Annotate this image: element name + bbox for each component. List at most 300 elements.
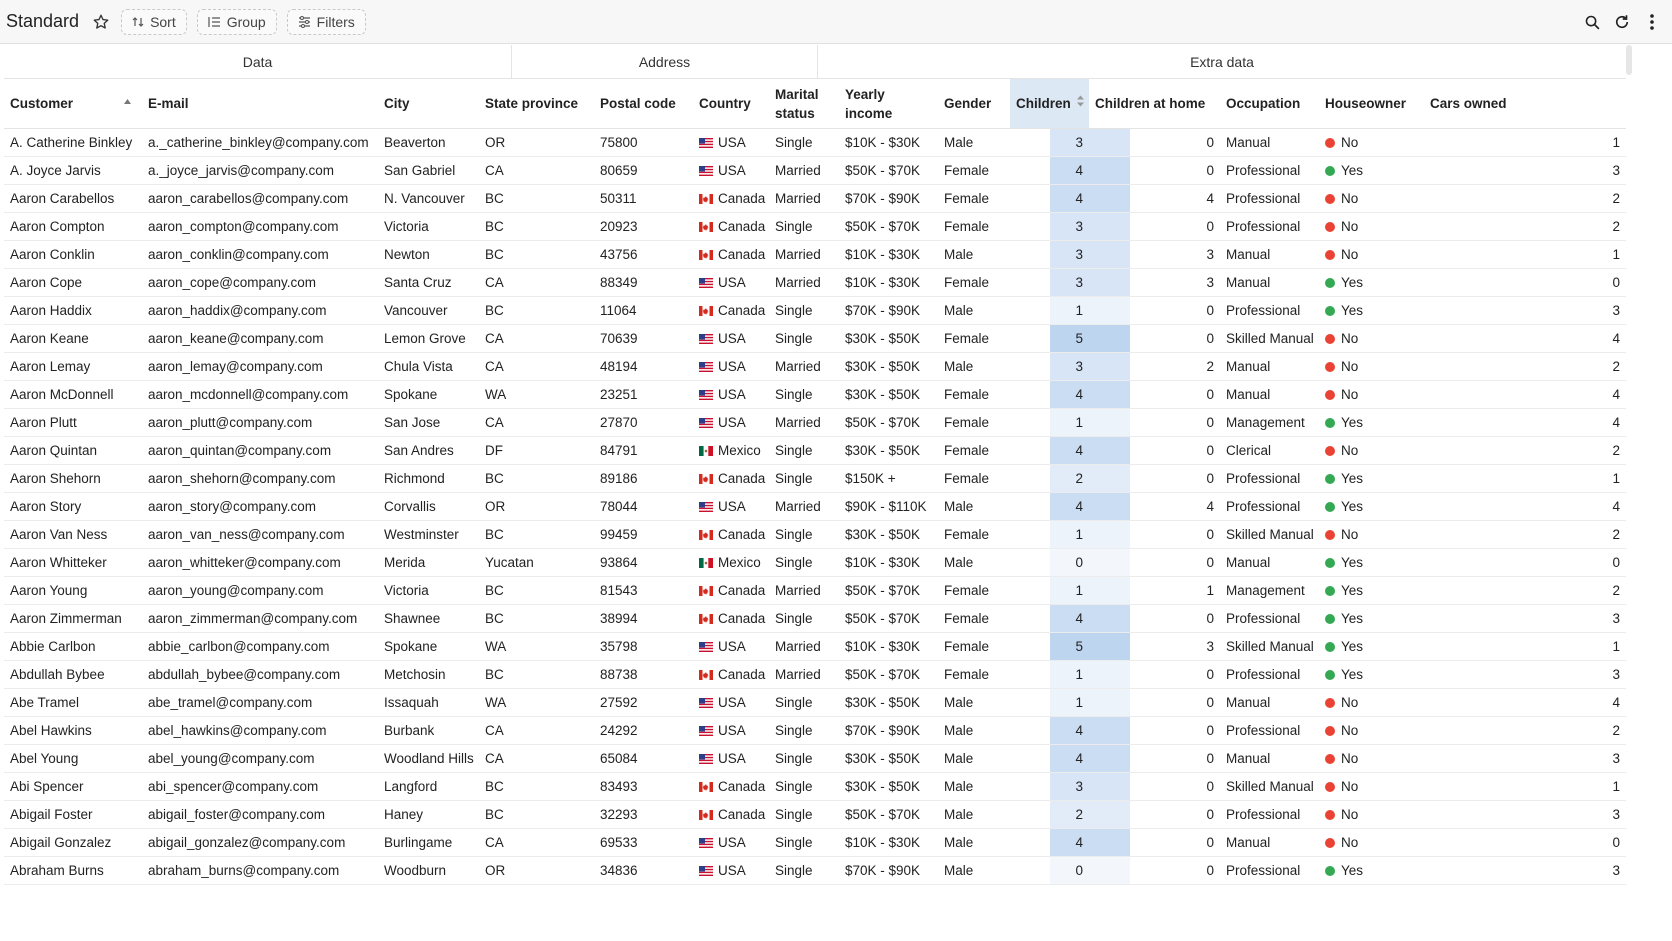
cell-state-province[interactable]: [479, 801, 594, 828]
table-row[interactable]: [4, 381, 1626, 409]
cell-gender[interactable]: [938, 773, 1010, 800]
cell-occupation[interactable]: [1220, 213, 1319, 240]
cell-city[interactable]: [378, 577, 479, 604]
cell-postal-code[interactable]: [594, 577, 693, 604]
cell-postal-code[interactable]: [594, 129, 693, 156]
table-row[interactable]: [4, 241, 1626, 269]
cell-children[interactable]: [1010, 605, 1089, 632]
column-header-postal-code[interactable]: [594, 79, 693, 128]
cell-cars-owned[interactable]: [1424, 213, 1626, 240]
cell-customer[interactable]: [4, 689, 142, 716]
cell-houseowner[interactable]: [1319, 297, 1424, 324]
cell-children-at-home[interactable]: [1089, 465, 1220, 492]
cell-state-province[interactable]: [479, 829, 594, 856]
table-row[interactable]: [4, 437, 1626, 465]
cell-houseowner[interactable]: [1319, 185, 1424, 212]
cell-children[interactable]: [1010, 213, 1089, 240]
cell-city[interactable]: [378, 381, 479, 408]
cell-email[interactable]: [142, 157, 378, 184]
cell-customer[interactable]: [4, 381, 142, 408]
cell-cars-owned[interactable]: [1424, 773, 1626, 800]
cell-postal-code[interactable]: [594, 633, 693, 660]
cell-state-province[interactable]: [479, 633, 594, 660]
cell-yearly-income[interactable]: [839, 549, 938, 576]
cell-email[interactable]: [142, 549, 378, 576]
cell-houseowner[interactable]: [1319, 829, 1424, 856]
cell-yearly-income[interactable]: [839, 857, 938, 884]
cell-customer[interactable]: [4, 185, 142, 212]
table-row[interactable]: [4, 185, 1626, 213]
cell-yearly-income[interactable]: [839, 297, 938, 324]
cell-email[interactable]: [142, 213, 378, 240]
cell-marital-status[interactable]: [769, 745, 839, 772]
cell-postal-code[interactable]: [594, 605, 693, 632]
sort-button[interactable]: [121, 9, 187, 35]
cell-email[interactable]: [142, 381, 378, 408]
cell-gender[interactable]: [938, 325, 1010, 352]
cell-gender[interactable]: [938, 717, 1010, 744]
cell-postal-code[interactable]: [594, 353, 693, 380]
cell-country[interactable]: [693, 857, 769, 884]
cell-customer[interactable]: [4, 213, 142, 240]
group-header-data[interactable]: Data: [4, 45, 512, 79]
cell-country[interactable]: [693, 661, 769, 688]
cell-children[interactable]: [1010, 633, 1089, 660]
cell-children[interactable]: [1010, 381, 1089, 408]
cell-gender[interactable]: [938, 213, 1010, 240]
cell-occupation[interactable]: [1220, 437, 1319, 464]
cell-children-at-home[interactable]: [1089, 633, 1220, 660]
table-row[interactable]: [4, 549, 1626, 577]
cell-marital-status[interactable]: [769, 269, 839, 296]
cell-gender[interactable]: [938, 605, 1010, 632]
column-header-gender[interactable]: [938, 79, 1010, 128]
cell-occupation[interactable]: [1220, 549, 1319, 576]
cell-customer[interactable]: [4, 297, 142, 324]
cell-gender[interactable]: [938, 129, 1010, 156]
cell-state-province[interactable]: [479, 297, 594, 324]
cell-customer[interactable]: [4, 241, 142, 268]
cell-state-province[interactable]: [479, 157, 594, 184]
cell-cars-owned[interactable]: [1424, 129, 1626, 156]
cell-email[interactable]: [142, 605, 378, 632]
cell-marital-status[interactable]: [769, 157, 839, 184]
cell-postal-code[interactable]: [594, 437, 693, 464]
cell-houseowner[interactable]: [1319, 381, 1424, 408]
cell-children-at-home[interactable]: [1089, 269, 1220, 296]
cell-state-province[interactable]: [479, 213, 594, 240]
cell-email[interactable]: [142, 437, 378, 464]
cell-occupation[interactable]: [1220, 577, 1319, 604]
cell-email[interactable]: [142, 829, 378, 856]
cell-houseowner[interactable]: [1319, 689, 1424, 716]
cell-children[interactable]: [1010, 857, 1089, 884]
cell-children[interactable]: [1010, 689, 1089, 716]
cell-country[interactable]: [693, 549, 769, 576]
cell-city[interactable]: [378, 493, 479, 520]
cell-children[interactable]: [1010, 661, 1089, 688]
cell-marital-status[interactable]: [769, 353, 839, 380]
cell-state-province[interactable]: [479, 605, 594, 632]
refresh-icon[interactable]: [1612, 12, 1632, 32]
cell-cars-owned[interactable]: [1424, 577, 1626, 604]
cell-houseowner[interactable]: [1319, 521, 1424, 548]
cell-gender[interactable]: [938, 577, 1010, 604]
cell-marital-status[interactable]: [769, 297, 839, 324]
cell-customer[interactable]: [4, 465, 142, 492]
cell-country[interactable]: [693, 577, 769, 604]
cell-houseowner[interactable]: [1319, 745, 1424, 772]
cell-marital-status[interactable]: [769, 689, 839, 716]
cell-email[interactable]: [142, 297, 378, 324]
cell-postal-code[interactable]: [594, 325, 693, 352]
cell-postal-code[interactable]: [594, 801, 693, 828]
cell-city[interactable]: [378, 717, 479, 744]
cell-state-province[interactable]: [479, 773, 594, 800]
cell-marital-status[interactable]: [769, 801, 839, 828]
cell-gender[interactable]: [938, 185, 1010, 212]
cell-cars-owned[interactable]: [1424, 269, 1626, 296]
cell-email[interactable]: [142, 633, 378, 660]
cell-state-province[interactable]: [479, 521, 594, 548]
cell-city[interactable]: [378, 157, 479, 184]
cell-gender[interactable]: [938, 689, 1010, 716]
cell-children-at-home[interactable]: [1089, 325, 1220, 352]
cell-yearly-income[interactable]: [839, 801, 938, 828]
cell-customer[interactable]: [4, 129, 142, 156]
cell-cars-owned[interactable]: [1424, 717, 1626, 744]
column-header-children-at-home[interactable]: [1089, 79, 1220, 128]
cell-country[interactable]: [693, 745, 769, 772]
cell-occupation[interactable]: [1220, 773, 1319, 800]
cell-customer[interactable]: [4, 409, 142, 436]
cell-gender[interactable]: [938, 521, 1010, 548]
cell-occupation[interactable]: [1220, 185, 1319, 212]
cell-country[interactable]: [693, 213, 769, 240]
cell-postal-code[interactable]: [594, 157, 693, 184]
cell-children-at-home[interactable]: [1089, 689, 1220, 716]
cell-cars-owned[interactable]: [1424, 157, 1626, 184]
cell-children-at-home[interactable]: [1089, 493, 1220, 520]
cell-children-at-home[interactable]: [1089, 717, 1220, 744]
cell-country[interactable]: [693, 297, 769, 324]
cell-country[interactable]: [693, 157, 769, 184]
cell-yearly-income[interactable]: [839, 325, 938, 352]
cell-houseowner[interactable]: [1319, 633, 1424, 660]
cell-children-at-home[interactable]: [1089, 437, 1220, 464]
cell-customer[interactable]: [4, 773, 142, 800]
cell-yearly-income[interactable]: [839, 437, 938, 464]
cell-marital-status[interactable]: [769, 521, 839, 548]
cell-email[interactable]: [142, 745, 378, 772]
cell-customer[interactable]: [4, 353, 142, 380]
cell-gender[interactable]: [938, 241, 1010, 268]
table-row[interactable]: [4, 157, 1626, 185]
cell-houseowner[interactable]: [1319, 801, 1424, 828]
cell-yearly-income[interactable]: [839, 521, 938, 548]
cell-city[interactable]: [378, 437, 479, 464]
cell-city[interactable]: [378, 213, 479, 240]
cell-gender[interactable]: [938, 829, 1010, 856]
cell-country[interactable]: [693, 633, 769, 660]
cell-yearly-income[interactable]: [839, 269, 938, 296]
cell-children-at-home[interactable]: [1089, 577, 1220, 604]
cell-children[interactable]: [1010, 465, 1089, 492]
cell-cars-owned[interactable]: [1424, 745, 1626, 772]
cell-yearly-income[interactable]: [839, 129, 938, 156]
cell-country[interactable]: [693, 521, 769, 548]
cell-gender[interactable]: [938, 269, 1010, 296]
cell-children-at-home[interactable]: [1089, 409, 1220, 436]
cell-postal-code[interactable]: [594, 689, 693, 716]
cell-country[interactable]: [693, 325, 769, 352]
cell-cars-owned[interactable]: [1424, 297, 1626, 324]
cell-houseowner[interactable]: [1319, 493, 1424, 520]
cell-houseowner[interactable]: [1319, 605, 1424, 632]
cell-gender[interactable]: [938, 745, 1010, 772]
cell-yearly-income[interactable]: [839, 745, 938, 772]
table-row[interactable]: [4, 605, 1626, 633]
table-row[interactable]: [4, 661, 1626, 689]
cell-city[interactable]: [378, 325, 479, 352]
cell-cars-owned[interactable]: [1424, 381, 1626, 408]
cell-children[interactable]: [1010, 129, 1089, 156]
table-row[interactable]: [4, 773, 1626, 801]
group-button[interactable]: [197, 9, 277, 35]
table-row[interactable]: [4, 409, 1626, 437]
cell-city[interactable]: [378, 745, 479, 772]
cell-houseowner[interactable]: [1319, 437, 1424, 464]
cell-country[interactable]: [693, 409, 769, 436]
cell-email[interactable]: [142, 773, 378, 800]
cell-email[interactable]: [142, 521, 378, 548]
search-icon[interactable]: [1582, 12, 1602, 32]
cell-country[interactable]: [693, 493, 769, 520]
cell-marital-status[interactable]: [769, 605, 839, 632]
cell-city[interactable]: [378, 269, 479, 296]
cell-country[interactable]: [693, 269, 769, 296]
group-header-address[interactable]: Address: [512, 45, 818, 79]
cell-state-province[interactable]: [479, 437, 594, 464]
cell-marital-status[interactable]: [769, 409, 839, 436]
cell-city[interactable]: [378, 801, 479, 828]
cell-yearly-income[interactable]: [839, 241, 938, 268]
cell-email[interactable]: [142, 689, 378, 716]
cell-children[interactable]: [1010, 241, 1089, 268]
cell-occupation[interactable]: [1220, 325, 1319, 352]
cell-occupation[interactable]: [1220, 353, 1319, 380]
cell-state-province[interactable]: [479, 577, 594, 604]
cell-state-province[interactable]: [479, 689, 594, 716]
cell-occupation[interactable]: [1220, 633, 1319, 660]
cell-marital-status[interactable]: [769, 129, 839, 156]
table-row[interactable]: [4, 689, 1626, 717]
cell-yearly-income[interactable]: [839, 689, 938, 716]
cell-yearly-income[interactable]: [839, 633, 938, 660]
column-header-marital-status[interactable]: [769, 79, 839, 128]
cell-houseowner[interactable]: [1319, 353, 1424, 380]
cell-email[interactable]: [142, 353, 378, 380]
cell-city[interactable]: [378, 829, 479, 856]
cell-postal-code[interactable]: [594, 381, 693, 408]
cell-occupation[interactable]: [1220, 297, 1319, 324]
cell-postal-code[interactable]: [594, 521, 693, 548]
cell-customer[interactable]: [4, 717, 142, 744]
cell-email[interactable]: [142, 241, 378, 268]
cell-country[interactable]: [693, 381, 769, 408]
cell-postal-code[interactable]: [594, 409, 693, 436]
cell-customer[interactable]: [4, 829, 142, 856]
cell-children-at-home[interactable]: [1089, 801, 1220, 828]
cell-children[interactable]: [1010, 269, 1089, 296]
cell-postal-code[interactable]: [594, 717, 693, 744]
cell-cars-owned[interactable]: [1424, 437, 1626, 464]
cell-marital-status[interactable]: [769, 773, 839, 800]
cell-country[interactable]: [693, 353, 769, 380]
cell-marital-status[interactable]: [769, 633, 839, 660]
table-row[interactable]: [4, 577, 1626, 605]
cell-children[interactable]: [1010, 325, 1089, 352]
cell-customer[interactable]: [4, 577, 142, 604]
cell-email[interactable]: [142, 857, 378, 884]
cell-occupation[interactable]: [1220, 829, 1319, 856]
cell-children-at-home[interactable]: [1089, 381, 1220, 408]
cell-children[interactable]: [1010, 521, 1089, 548]
cell-country[interactable]: [693, 241, 769, 268]
cell-country[interactable]: [693, 185, 769, 212]
cell-email[interactable]: [142, 801, 378, 828]
cell-email[interactable]: [142, 493, 378, 520]
cell-yearly-income[interactable]: [839, 829, 938, 856]
table-row[interactable]: [4, 353, 1626, 381]
cell-houseowner[interactable]: [1319, 717, 1424, 744]
cell-children[interactable]: [1010, 185, 1089, 212]
cell-cars-owned[interactable]: [1424, 633, 1626, 660]
cell-city[interactable]: [378, 465, 479, 492]
cell-occupation[interactable]: [1220, 241, 1319, 268]
cell-email[interactable]: [142, 185, 378, 212]
cell-city[interactable]: [378, 129, 479, 156]
cell-city[interactable]: [378, 661, 479, 688]
cell-children-at-home[interactable]: [1089, 605, 1220, 632]
cell-state-province[interactable]: [479, 241, 594, 268]
table-row[interactable]: [4, 493, 1626, 521]
cell-postal-code[interactable]: [594, 297, 693, 324]
cell-customer[interactable]: [4, 661, 142, 688]
cell-customer[interactable]: [4, 269, 142, 296]
cell-children-at-home[interactable]: [1089, 549, 1220, 576]
cell-children-at-home[interactable]: [1089, 661, 1220, 688]
cell-gender[interactable]: [938, 661, 1010, 688]
cell-children[interactable]: [1010, 157, 1089, 184]
column-header-city[interactable]: [378, 79, 479, 128]
cell-houseowner[interactable]: [1319, 241, 1424, 268]
cell-cars-owned[interactable]: [1424, 409, 1626, 436]
cell-marital-status[interactable]: [769, 325, 839, 352]
cell-gender[interactable]: [938, 493, 1010, 520]
cell-houseowner[interactable]: [1319, 465, 1424, 492]
cell-customer[interactable]: [4, 521, 142, 548]
table-row[interactable]: [4, 717, 1626, 745]
cell-marital-status[interactable]: [769, 577, 839, 604]
cell-country[interactable]: [693, 801, 769, 828]
cell-cars-owned[interactable]: [1424, 661, 1626, 688]
cell-houseowner[interactable]: [1319, 409, 1424, 436]
cell-cars-owned[interactable]: [1424, 325, 1626, 352]
cell-state-province[interactable]: [479, 493, 594, 520]
cell-children[interactable]: [1010, 409, 1089, 436]
cell-cars-owned[interactable]: [1424, 549, 1626, 576]
cell-marital-status[interactable]: [769, 381, 839, 408]
cell-occupation[interactable]: [1220, 717, 1319, 744]
cell-occupation[interactable]: [1220, 493, 1319, 520]
cell-children[interactable]: [1010, 577, 1089, 604]
cell-gender[interactable]: [938, 297, 1010, 324]
cell-postal-code[interactable]: [594, 185, 693, 212]
cell-yearly-income[interactable]: [839, 661, 938, 688]
cell-gender[interactable]: [938, 353, 1010, 380]
cell-yearly-income[interactable]: [839, 381, 938, 408]
cell-postal-code[interactable]: [594, 241, 693, 268]
cell-houseowner[interactable]: [1319, 549, 1424, 576]
column-header-occupation[interactable]: [1220, 79, 1319, 128]
cell-cars-owned[interactable]: [1424, 465, 1626, 492]
cell-yearly-income[interactable]: [839, 577, 938, 604]
cell-gender[interactable]: [938, 857, 1010, 884]
cell-state-province[interactable]: [479, 857, 594, 884]
table-row[interactable]: [4, 857, 1626, 885]
cell-postal-code[interactable]: [594, 269, 693, 296]
column-header-cars-owned[interactable]: [1424, 79, 1626, 128]
cell-city[interactable]: [378, 241, 479, 268]
cell-city[interactable]: [378, 185, 479, 212]
cell-children-at-home[interactable]: [1089, 773, 1220, 800]
cell-cars-owned[interactable]: [1424, 241, 1626, 268]
cell-country[interactable]: [693, 717, 769, 744]
cell-email[interactable]: [142, 269, 378, 296]
cell-postal-code[interactable]: [594, 829, 693, 856]
cell-city[interactable]: [378, 409, 479, 436]
cell-yearly-income[interactable]: [839, 213, 938, 240]
cell-occupation[interactable]: [1220, 745, 1319, 772]
cell-customer[interactable]: [4, 493, 142, 520]
cell-state-province[interactable]: [479, 661, 594, 688]
cell-city[interactable]: [378, 297, 479, 324]
cell-marital-status[interactable]: [769, 185, 839, 212]
cell-children[interactable]: [1010, 773, 1089, 800]
cell-marital-status[interactable]: [769, 241, 839, 268]
column-header-state-province[interactable]: [479, 79, 594, 128]
cell-occupation[interactable]: [1220, 409, 1319, 436]
cell-email[interactable]: [142, 325, 378, 352]
cell-postal-code[interactable]: [594, 465, 693, 492]
cell-occupation[interactable]: [1220, 129, 1319, 156]
cell-yearly-income[interactable]: [839, 353, 938, 380]
cell-houseowner[interactable]: [1319, 129, 1424, 156]
table-row[interactable]: [4, 269, 1626, 297]
cell-customer[interactable]: [4, 157, 142, 184]
cell-customer[interactable]: [4, 745, 142, 772]
cell-email[interactable]: [142, 717, 378, 744]
cell-gender[interactable]: [938, 801, 1010, 828]
cell-occupation[interactable]: [1220, 465, 1319, 492]
cell-city[interactable]: [378, 689, 479, 716]
cell-country[interactable]: [693, 773, 769, 800]
cell-children[interactable]: [1010, 493, 1089, 520]
star-icon[interactable]: [91, 12, 111, 32]
cell-children-at-home[interactable]: [1089, 129, 1220, 156]
cell-customer[interactable]: [4, 325, 142, 352]
